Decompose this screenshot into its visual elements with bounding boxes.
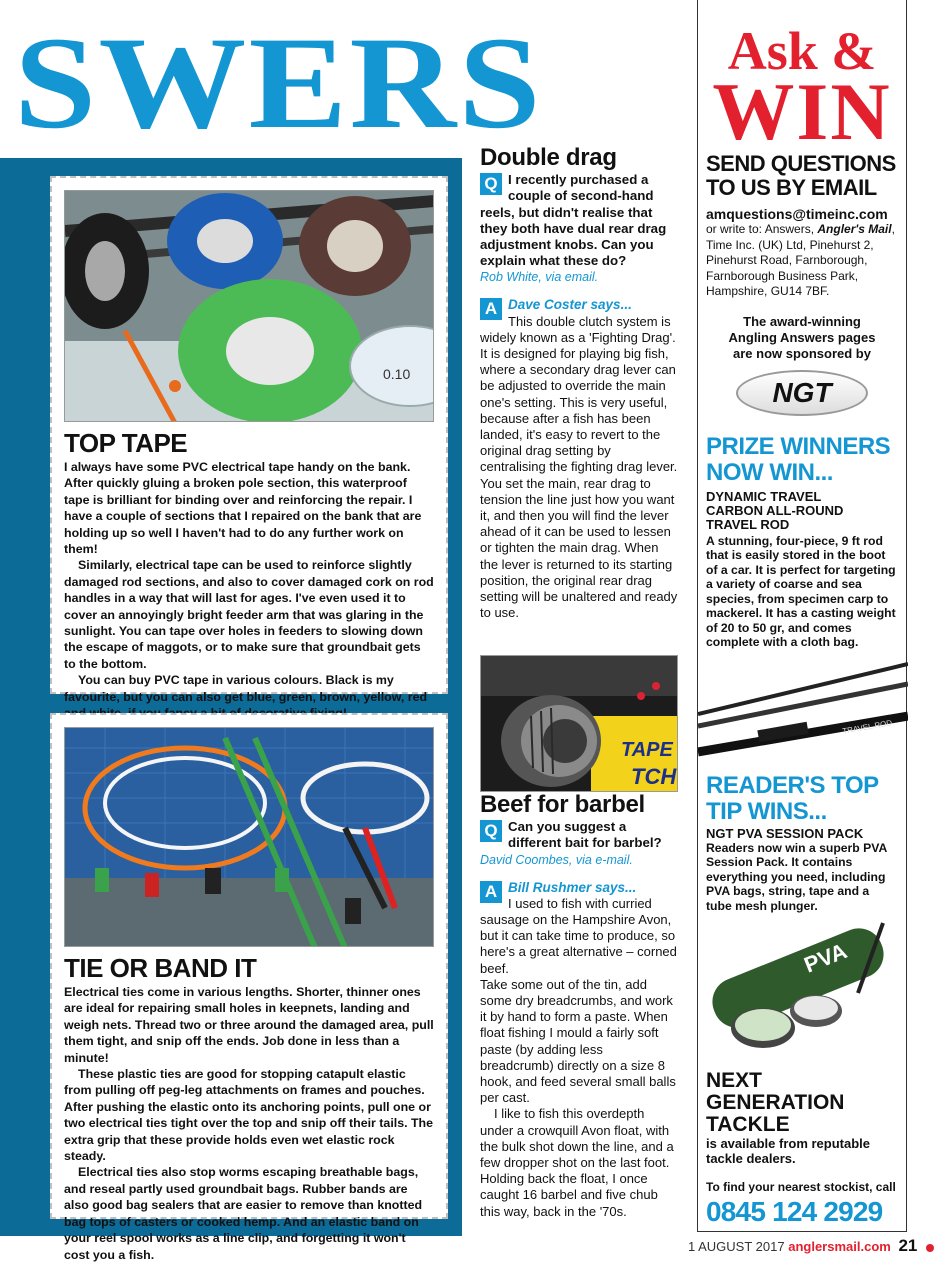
answer-paragraph: I like to fish this overdepth under a crowquill Avon float, with the bulk shot down the line, and a few dropper shot on the last foot. Holding back the float, I once caught 16 barbel and five chub this way, back in the '70s. <box>480 1106 674 1219</box>
pva-pack-image <box>698 913 898 1063</box>
postal-address <box>706 222 898 300</box>
win-text: WIN <box>712 66 892 157</box>
readers-tip-heading: READER'S TOP TIP WINS... <box>706 771 879 825</box>
tip-paragraph: I always have some PVC electrical tape handy on the bank. After quickly gluing a broken pole section, this waterproof tape is brilliant for binding over and reinforcing the repair. I have a couple of sections that I repaired on the bank that are holding up so well I haven't had to do any further work on them! <box>64 460 422 557</box>
travel-rod-image <box>698 644 908 762</box>
tip-paragraph: Similarly, electrical tape can be used to reinforce slightly damaged rod sections, and also to cover damaged cork on rod handles in a way that will last for ages. I've even used it to cover an annoyingly bright feeder arm that was glaring in the sunlight. You can tape over holes in feeders to slowing down the escape of maggots, or to make sure that groundbait gets to the bottom. <box>64 558 434 671</box>
rod-label: TRAVEL ROD <box>841 717 893 736</box>
ties-illustration <box>65 728 434 947</box>
question-badge: Q <box>480 820 502 842</box>
qa-question <box>480 172 680 269</box>
send-questions-heading: SEND QUESTIONS TO US BY EMAIL <box>706 151 896 200</box>
ask-and-win-sidebar <box>697 0 907 1232</box>
ngt-logo-text: NGT <box>772 376 832 408</box>
qa-answer <box>480 880 680 1220</box>
reel-illustration <box>481 656 678 792</box>
pva-tube-label: PVA <box>800 938 851 978</box>
reel-box-text: TCH <box>631 764 677 789</box>
qa-beef-for-barbel <box>480 791 680 1220</box>
footer-dot-icon <box>926 1244 934 1252</box>
answer-badge: A <box>480 298 502 320</box>
next-generation-heading: NEXT GENERATION TACKLE <box>706 1069 845 1136</box>
answer-paragraph: I used to fish with curried sausage on the Hampshire Avon, but it can take time to produce, so here's a great alternative – corned beef. <box>480 895 677 976</box>
prize-title: DYNAMIC TRAVEL CARBON ALL-ROUND TRAVEL ROD <box>706 488 844 532</box>
tip-paragraph: Electrical ties come in various lengths. Shorter, thinner ones are ideal for repairing small holes in keepnets, landing and weigh nets. Thread two or three around the damaged area, pull them tight, and snip off the ends. Job done in less than a minute! <box>64 985 434 1065</box>
address-rest: , Time Inc. (UK) Ltd, Pinehurst 2, Pinehurst Road, Farnborough, Farnborough Business Park, Hampshire, GU14 7BF. <box>706 222 895 298</box>
prize-winners-heading: PRIZE WINNERS NOW WIN... <box>706 432 891 486</box>
sponsor-text: The award-winning Angling Answers pages are now sponsored by <box>728 313 876 361</box>
answer-paragraph: Take some out of the tin, add some dry breadcrumbs, and work it by hand to form a paste. When float fishing I mould a fairly soft paste (by adding less breadcrumb) directly on a size 8 hook, and feed several small balls per cast. <box>480 976 676 1106</box>
address-brand: Angler's Mail <box>817 222 892 236</box>
tip-card-tie-or-band <box>50 713 448 1262</box>
prize-description: A stunning, four-piece, 9 ft rod that is easily stored in the boot of a car. It is perfect for targeting a variety of coarse and sea species, from specimen carp to mackerel. It has a casting weight of 20 to 50 gr, and comes complete with a cloth bag. <box>706 533 896 649</box>
reel-photo <box>480 655 678 792</box>
tape-illustration <box>65 191 434 422</box>
answerer-byline: Bill Rushmer says... <box>508 879 637 895</box>
address-prefix: or write to: Answers, <box>706 222 818 236</box>
stockist-text: To find your nearest stockist, call <box>706 1180 896 1194</box>
tip-card-top-tape <box>50 176 448 704</box>
masthead-title: SWERS <box>14 9 543 156</box>
issue-date: 1 AUGUST 2017 <box>688 1239 785 1254</box>
email-address[interactable]: amquestions@timeinc.com <box>706 206 888 222</box>
qa-title: Double drag <box>480 144 617 171</box>
qa-title: Beef for barbel <box>480 791 645 818</box>
asker-byline: Rob White, via email. <box>480 270 599 285</box>
next-generation-text: is available from reputable tackle dealers. <box>706 1136 871 1166</box>
page-footer <box>688 1236 934 1256</box>
question-text: I recently purchased a couple of second-hand reels, but didn't realise that they both have dual rear drag adjustment knobs. Can you explain what these do? <box>480 172 667 269</box>
question-text: Can you suggest a different bait for barbel? <box>508 819 662 851</box>
asker-byline: David Coombes, via e-mail. <box>480 852 633 867</box>
ask-win-logo <box>706 21 898 157</box>
tip-paragraph: Electrical ties also stop worms escaping breathable bags, and reseal partly used groundbait bags. Rubber bands are also good bag sealers that are easier to remove than knotted bag tops of casters or cooked hemp. And an elastic band on your reel spool works as a line clip, and forgetting it won't cost you a fish. <box>64 1165 423 1262</box>
ask-text: Ask & <box>727 21 877 81</box>
tip-paragraph: These plastic ties are good for stopping catapult elastic from pulling off peg-leg attachments on frames and pouches. After pushing the elastic onto its anchoring points, pull one or two electrical ties tight over the top and snip off their tails. The extra grip that these provide holds even wet elastic rock steady. <box>64 1067 434 1164</box>
tip-title: TIE OR BAND IT <box>64 953 257 983</box>
website-link[interactable]: anglersmail.com <box>788 1239 891 1254</box>
qa-double-drag <box>480 144 680 621</box>
reel-box-text: TAPE <box>621 739 673 761</box>
qa-question <box>480 819 680 851</box>
tape-photo <box>64 190 434 422</box>
answer-paragraph: You set the main, rear drag to tension the line just how you want it, and then you will find the lever ahead of it can be used to lessen or tighten the main drag. When the lever is returned to its starting position, the original rear drag setting will be unaltered and ready to use. <box>480 475 678 621</box>
page-number: 21 <box>898 1236 918 1255</box>
tip-title: TOP TAPE <box>64 428 188 458</box>
tip-paragraph: You can buy PVC tape in various colours. Black is my favourite, but you can also get blue, green, brown, yellow, red <box>64 673 428 704</box>
tip-prize-description: Readers now win a superb PVA Session Pack. It contains everything you need, including PVA bags, string, tape and a tube mesh plunger. <box>706 840 887 913</box>
answerer-byline: Dave Coster says... <box>508 297 632 313</box>
question-badge: Q <box>480 173 502 195</box>
tip-prize-title: NGT PVA SESSION PACK <box>706 825 864 841</box>
svg-text:0.10: 0.10 <box>383 366 411 382</box>
answer-paragraph: This double clutch system is widely known as a 'Fighting Drag'. It is designed for playing big fish, where a secondary drag lever can be adjusted to override the main one's setting. This is very useful, because after a fish has been landed, it's easy to revert to the original drag setting by centralising the fighting drag lever. <box>480 313 678 475</box>
qa-answer <box>480 297 680 621</box>
ngt-logo <box>736 370 868 416</box>
phone-number[interactable]: 0845 124 2929 <box>706 1196 883 1227</box>
answer-badge: A <box>480 881 502 903</box>
ties-photo <box>64 727 434 947</box>
